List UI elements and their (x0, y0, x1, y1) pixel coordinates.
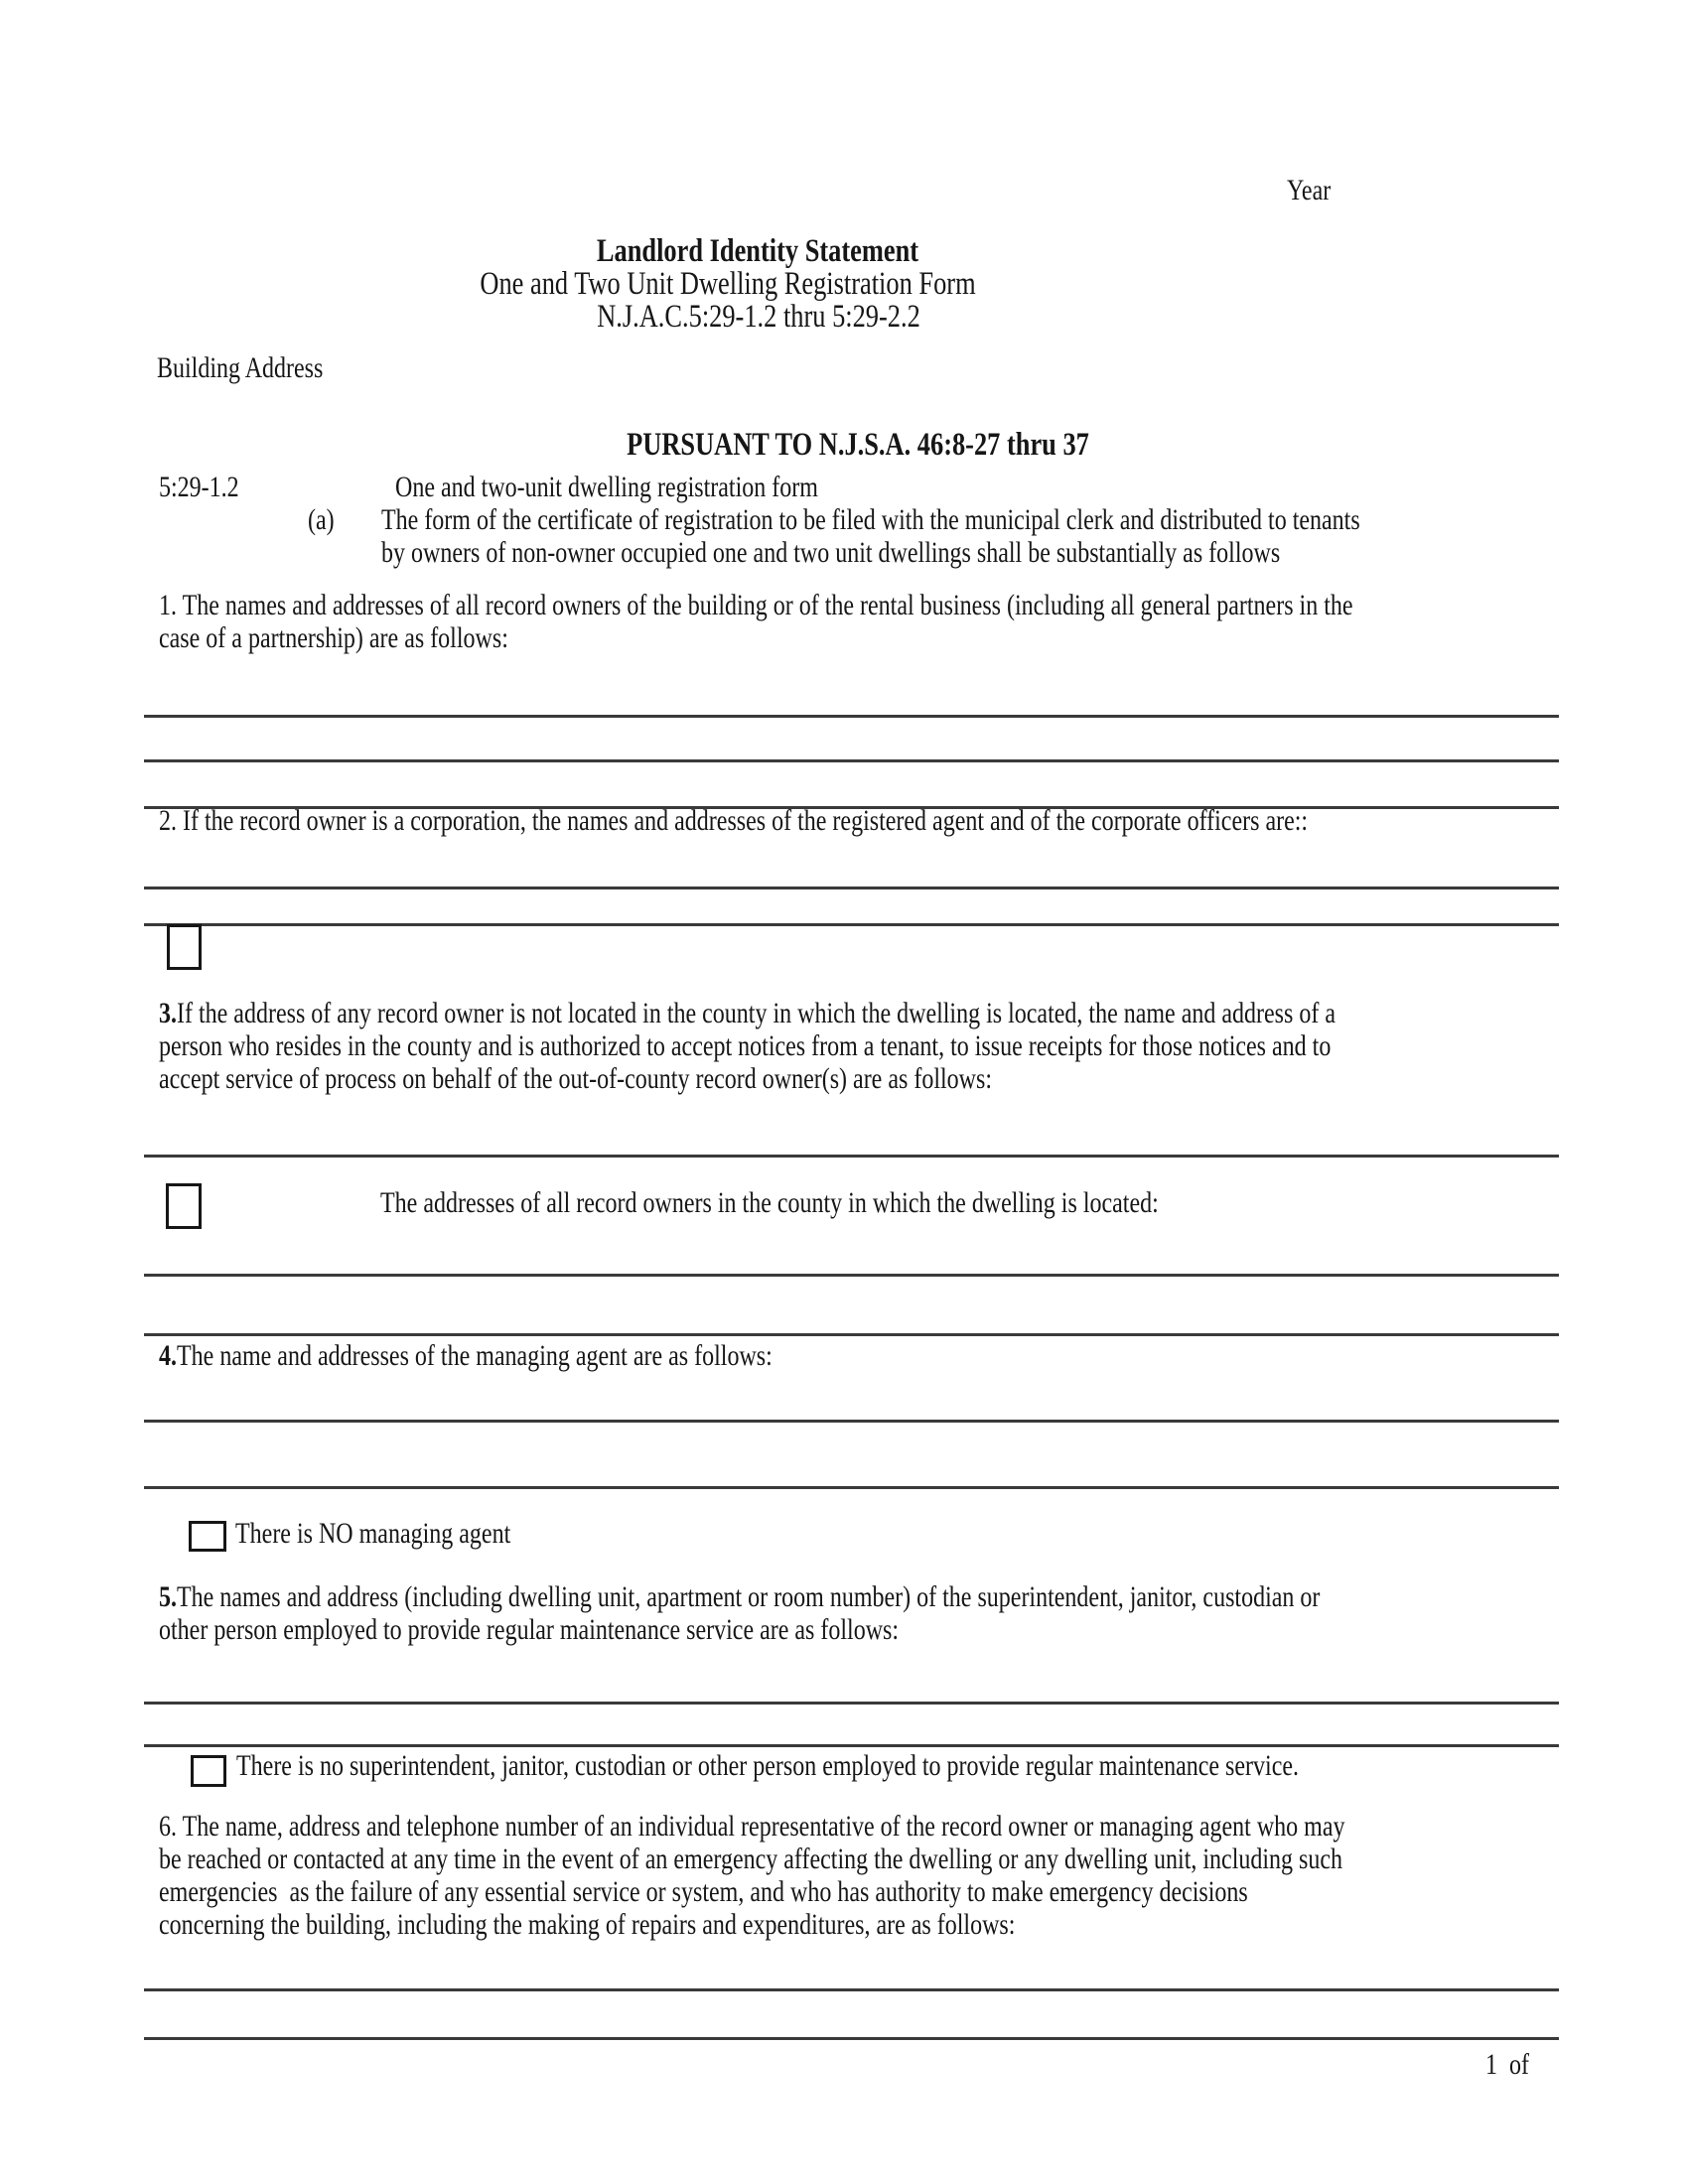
no-managing-agent-label: There is NO managing agent (235, 1517, 511, 1550)
form-title: Landlord Identity Statement (596, 233, 919, 269)
item6-line-3: emergencies as the failure of any essential service or system, and who has authority to make emergency decisions (159, 1875, 1248, 1908)
item5-line-2: other person employed to provide regular maintenance service are as follows: (159, 1613, 900, 1646)
form-citation: N.J.A.C.5:29-1.2 thru 5:29-2.2 (597, 299, 920, 335)
building-address-label: Building Address (157, 351, 324, 384)
item3-marker: 3. (159, 997, 177, 1029)
no-superintendent-label: There is no superintendent, janitor, custodian or other person employed to provide regular maintenance service. (236, 1749, 1300, 1782)
no-managing-agent-checkbox[interactable] (189, 1521, 226, 1552)
in-county-owners-label: The addresses of all record owners in the county in which the dwelling is located: (380, 1186, 1159, 1219)
blank-field-line[interactable] (144, 1155, 1559, 1158)
in-county-owners-checkbox[interactable] (166, 1183, 202, 1229)
blank-field-line[interactable] (144, 887, 1559, 889)
blank-field-line[interactable] (144, 1486, 1559, 1489)
item4-marker: 4. (159, 1339, 177, 1372)
blank-field-line[interactable] (144, 715, 1559, 718)
clause-line-1: The form of the certificate of registration to be filed with the municipal clerk and distributed to tenants (381, 503, 1360, 536)
form-subtitle: One and Two Unit Dwelling Registration Form (480, 266, 976, 302)
item3-line-3: accept service of process on behalf of the out-of-county record owner(s) are as follows: (159, 1062, 992, 1095)
clause-line-2: by owners of non-owner occupied one and two unit dwellings shall be substantially as follows (381, 536, 1281, 569)
item5-line-1: 5.The names and address (including dwelling unit, apartment or room number) of the superintendent, janitor, custodian or (159, 1580, 1321, 1613)
blank-field-line[interactable] (144, 1988, 1559, 1991)
blank-field-line[interactable] (144, 1274, 1559, 1277)
clause-marker: (a) (308, 503, 335, 536)
item6-line-4: concerning the building, including the making of repairs and expenditures, are as follows: (159, 1908, 1016, 1941)
item1-line-1: 1. The names and addresses of all record owners of the building or of the rental business (including all general partners in the (159, 589, 1353, 621)
blank-field-line[interactable] (144, 759, 1559, 762)
blank-field-line[interactable] (144, 923, 1559, 926)
blank-field-line[interactable] (144, 2037, 1559, 2040)
blank-field-line[interactable] (144, 1702, 1559, 1705)
item3-line-2: person who resides in the county and is authorized to accept notices from a tenant, to issue receipts for those notices and to (159, 1029, 1332, 1062)
item2-line: 2. If the record owner is a corporation, the names and addresses of the registered agent and of the corporate officers are:: (159, 804, 1309, 837)
item6-line-2: be reached or contacted at any time in the event of an emergency affecting the dwelling or any dwelling unit, including such (159, 1843, 1343, 1875)
item1-line-2: case of a partnership) are as follows: (159, 621, 508, 654)
blank-field-line[interactable] (144, 1744, 1559, 1747)
no-superintendent-checkbox[interactable] (191, 1755, 226, 1787)
item4-line: 4.The name and addresses of the managing agent are as follows: (159, 1339, 773, 1372)
year-label: Year (1287, 174, 1332, 206)
code-title: One and two-unit dwelling registration form (395, 471, 818, 503)
item3-line-1: 3.If the address of any record owner is not located in the county in which the dwelling is located, the name and address of a (159, 997, 1336, 1029)
page-number: 1 of (1485, 2048, 1529, 2081)
item6-line-1: 6. The name, address and telephone number of an individual representative of the record owner or managing agent who may (159, 1810, 1345, 1843)
blank-field-line[interactable] (144, 1333, 1559, 1336)
corporation-checkbox[interactable] (167, 924, 202, 970)
pursuant-heading: PURSUANT TO N.J.S.A. 46:8-27 thru 37 (627, 427, 1089, 463)
code-ref: 5:29-1.2 (159, 471, 239, 503)
blank-field-line[interactable] (144, 1420, 1559, 1423)
item5-marker: 5. (159, 1580, 177, 1613)
